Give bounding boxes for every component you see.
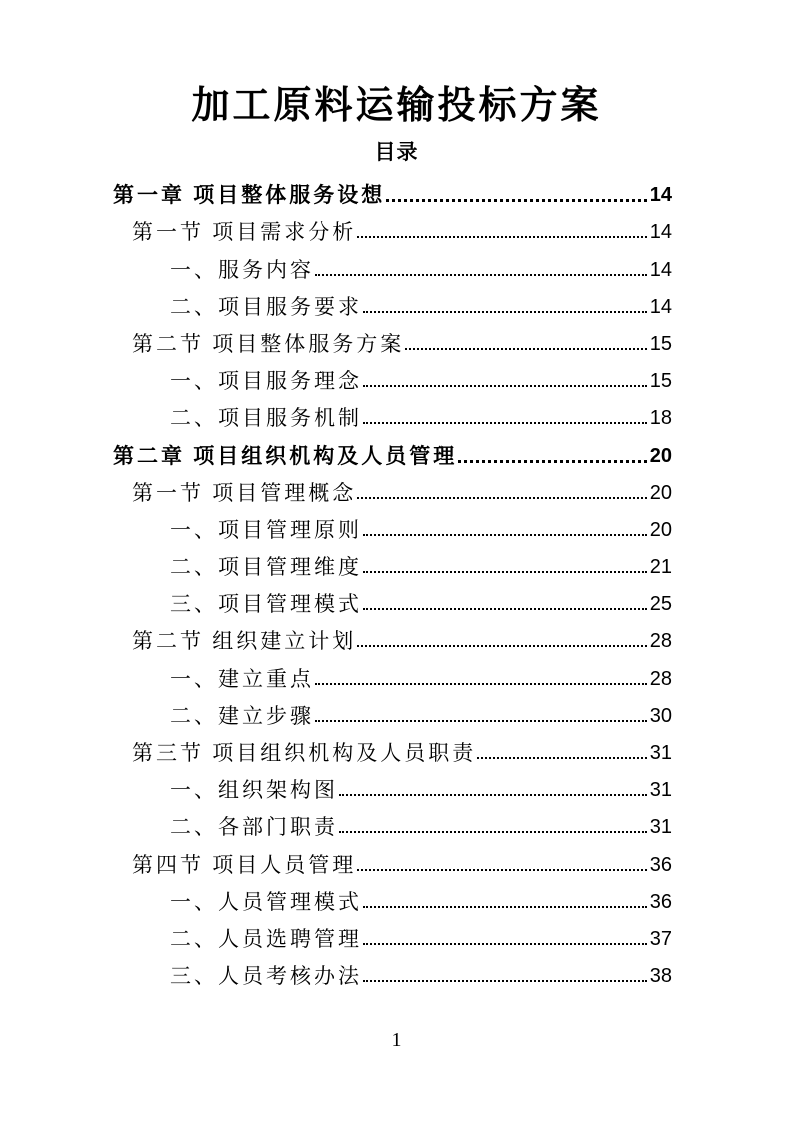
toc-entry-label: 一、人员管理模式: [170, 889, 362, 914]
toc-entry-label: 一、服务内容: [170, 257, 314, 282]
toc-entry-item[interactable]: [113, 804, 672, 841]
toc-dot-leader: [357, 236, 647, 238]
toc-entry-label: 二、各部门职责: [170, 815, 338, 840]
footer-page-number: 1: [391, 1029, 402, 1051]
toc-page-number: 14: [649, 258, 672, 281]
toc-entry-label: 一、项目管理原则: [170, 517, 362, 542]
toc-entry-label: 二、人员选聘管理: [170, 926, 362, 951]
toc-entry-chapter[interactable]: [113, 432, 672, 469]
page-title: 加工原料运输投标方案: [191, 85, 602, 127]
toc-page-number: 20: [649, 518, 672, 541]
toc-entry-section[interactable]: [113, 470, 672, 507]
toc-entry-item[interactable]: [113, 953, 672, 990]
toc-entry-section[interactable]: [113, 841, 672, 878]
toc-dot-leader: [363, 943, 647, 945]
toc-entry-item[interactable]: [113, 395, 672, 432]
toc-entry-section[interactable]: [113, 730, 672, 767]
toc-entry-label: 第一节 项目管理概念: [132, 480, 357, 505]
toc-entry-label: 第四节 项目人员管理: [132, 852, 357, 877]
toc-entry-label: 第二节 项目整体服务方案: [132, 331, 405, 356]
toc-entry-item[interactable]: [113, 358, 672, 395]
toc-dot-leader: [363, 422, 647, 424]
toc-page-number: 36: [649, 890, 672, 913]
toc-page-number: 31: [649, 742, 672, 764]
toc-page-number: 15: [649, 370, 672, 393]
toc-entry-label: 一、建立重点: [170, 666, 314, 691]
toc-dot-leader: [315, 683, 647, 685]
toc-heading: 目录: [374, 140, 419, 164]
toc-entry-label: 第三节 项目组织机构及人员职责: [132, 741, 477, 765]
toc-dot-leader: [458, 460, 647, 463]
toc-dot-leader: [357, 497, 647, 499]
toc-entry-item[interactable]: [113, 693, 672, 730]
toc-entry-item[interactable]: [113, 284, 672, 321]
toc-entry-label: 三、人员考核办法: [170, 964, 362, 989]
toc-page-number: 15: [649, 332, 672, 355]
toc-entry-item[interactable]: [113, 916, 672, 953]
toc-entry-label: 二、建立步骤: [170, 703, 314, 728]
toc-entry-label: 二、项目服务机制: [170, 406, 362, 431]
toc-entry-label: 第一章 项目整体服务设想: [113, 183, 386, 208]
toc-dot-leader: [363, 385, 647, 387]
toc-entry-label: 第二节 组织建立计划: [132, 629, 357, 654]
toc-page-number: 25: [649, 593, 672, 616]
toc-page-number: 31: [649, 816, 672, 839]
toc-dot-leader: [315, 720, 647, 722]
toc-entry-label: 二、项目管理维度: [170, 555, 362, 580]
toc-dot-leader: [357, 869, 647, 871]
toc-entry-item[interactable]: [113, 507, 672, 544]
toc-entry-label: 二、项目服务要求: [170, 294, 362, 319]
toc-page-number: 37: [649, 927, 672, 950]
toc-dot-leader: [386, 199, 647, 202]
toc-entry-item[interactable]: [113, 767, 672, 804]
toc-page-number: 21: [649, 556, 672, 579]
toc-entry-label: 第二章 项目组织机构及人员管理: [113, 443, 458, 468]
toc-dot-leader: [363, 906, 647, 908]
toc-dot-leader: [339, 794, 647, 796]
toc-dot-leader: [363, 608, 647, 610]
table-of-contents: [113, 172, 672, 990]
toc-page-number: 20: [649, 481, 672, 504]
toc-entry-label: 一、组织架构图: [170, 778, 338, 803]
toc-page-number: 28: [649, 667, 672, 690]
toc-entry-item[interactable]: [113, 581, 672, 618]
toc-page-number: 14: [649, 221, 672, 244]
toc-page-number: 14: [649, 295, 672, 318]
toc-dot-leader: [405, 348, 647, 350]
toc-dot-leader: [315, 274, 647, 276]
toc-page-number: 30: [649, 704, 672, 727]
toc-entry-item[interactable]: [113, 246, 672, 283]
toc-dot-leader: [339, 831, 647, 833]
toc-page-number: 28: [649, 630, 672, 653]
toc-entry-item[interactable]: [113, 655, 672, 692]
toc-entry-item[interactable]: [113, 879, 672, 916]
toc-dot-leader: [363, 571, 647, 573]
toc-entry-label: 一、项目服务理念: [170, 369, 362, 394]
toc-dot-leader: [363, 534, 647, 536]
toc-page-number: 18: [649, 407, 672, 430]
toc-page-number: 38: [649, 965, 672, 988]
toc-dot-leader: [363, 980, 647, 982]
toc-page-number: 31: [649, 779, 672, 802]
toc-entry-section[interactable]: [113, 618, 672, 655]
toc-entry-section[interactable]: [113, 209, 672, 246]
toc-page-number: 36: [649, 853, 672, 876]
toc-entry-label: 第一节 项目需求分析: [132, 220, 357, 245]
toc-page-number: 14: [649, 184, 672, 207]
toc-dot-leader: [357, 645, 647, 647]
toc-dot-leader: [363, 311, 647, 313]
toc-dot-leader: [477, 757, 647, 759]
toc-entry-section[interactable]: [113, 321, 672, 358]
toc-entry-item[interactable]: [113, 544, 672, 581]
toc-entry-label: 三、项目管理模式: [170, 592, 362, 617]
toc-entry-chapter[interactable]: [113, 172, 672, 209]
toc-page-number: 20: [649, 444, 672, 467]
